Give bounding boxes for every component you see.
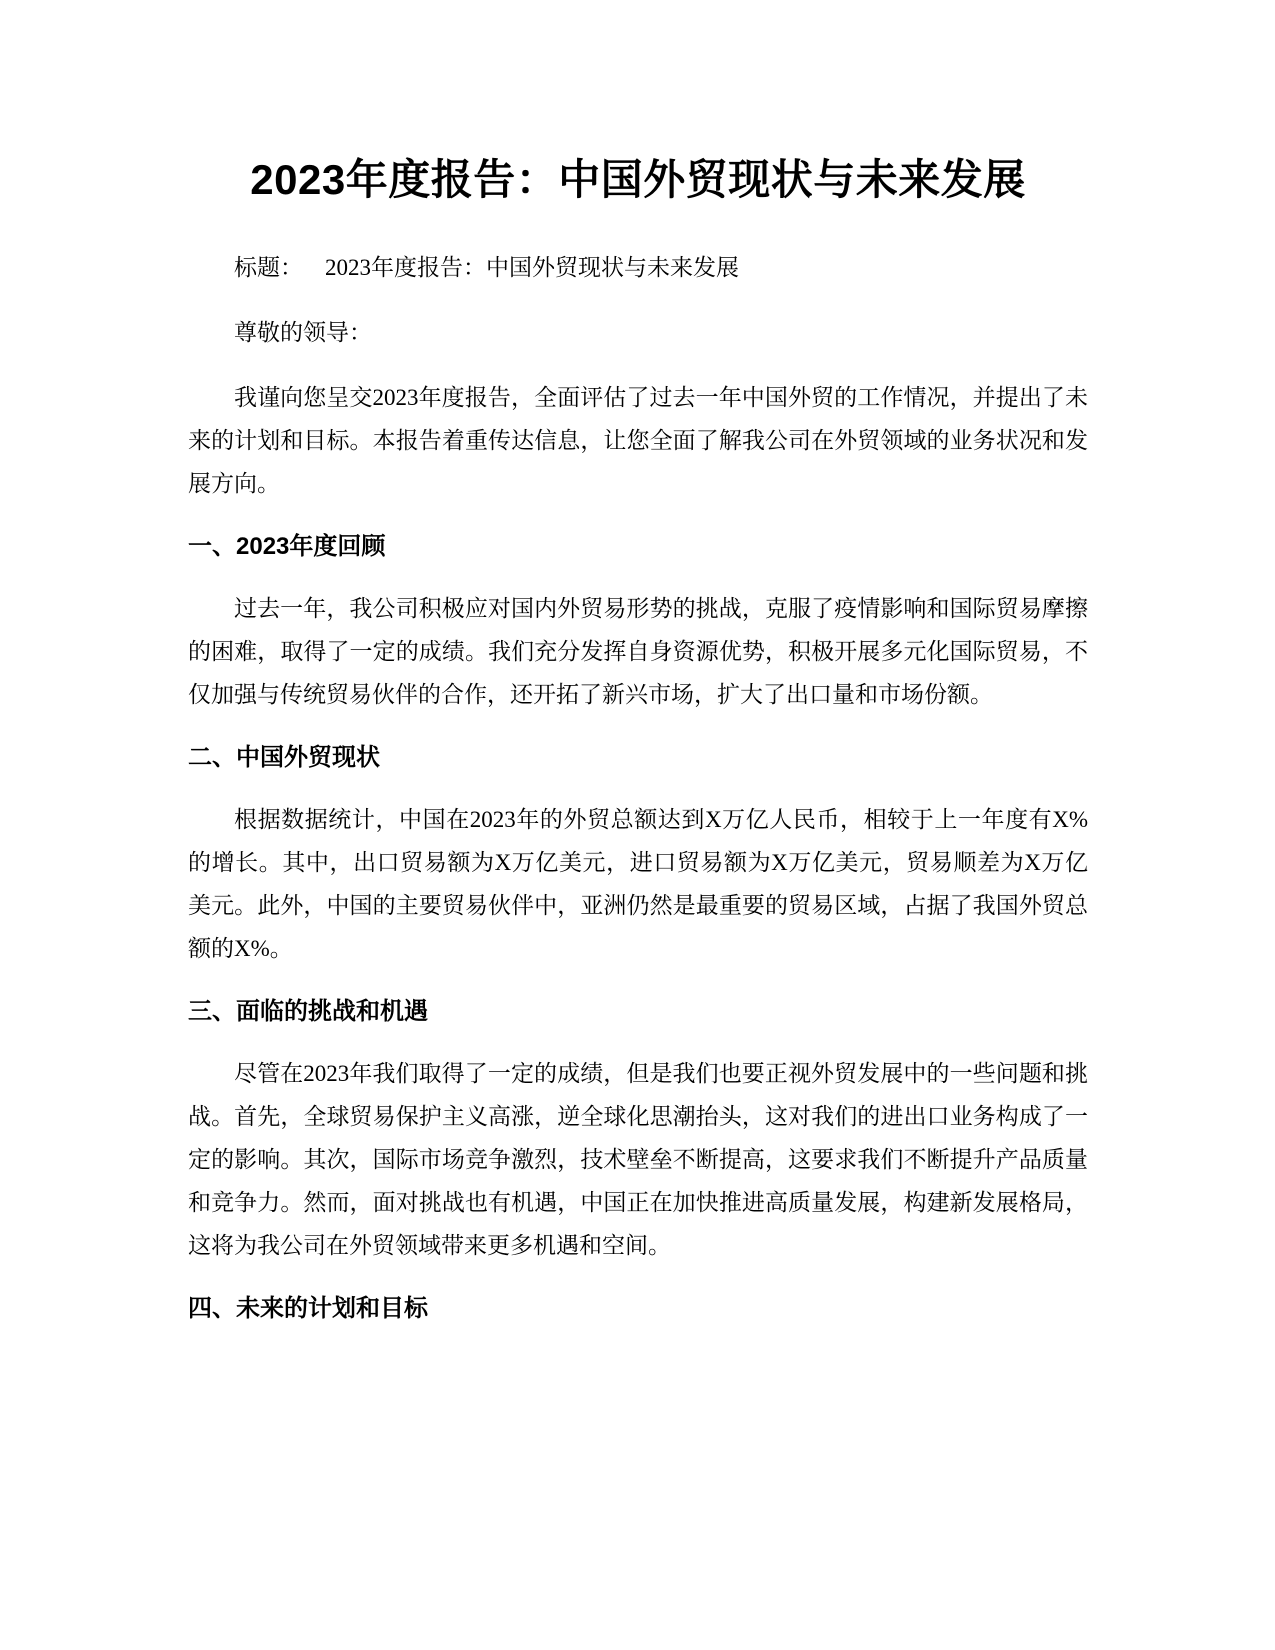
section-body-challenges: 尽管在2023年我们取得了一定的成绩，但是我们也要正视外贸发展中的一些问题和挑战。首先，全球贸易保护主义高涨，逆全球化思潮抬头，这对我们的进出口业务构成了一定的影响。其次，国际市场竞争激烈，技术壁垒不断提高，这要求我们不断提升产品质量和竞争力。然而，面对挑战也有机遇，中国正在加快推进高质量发展，构建新发展格局，这将为我公司在外贸领域带来更多机遇和空间。 [188, 1061, 1088, 1258]
section-heading-review: 一、2023年度回顾 [188, 533, 386, 560]
salutation: 尊敬的领导： [234, 320, 372, 345]
title-meta-value: 2023年度报告：中国外贸现状与未来发展 [325, 255, 739, 280]
section-body-status: 根据数据统计，中国在2023年的外贸总额达到X万亿人民币，相较于上一年度有X%的增长。其中，出口贸易额为X万亿美元，进口贸易额为X万亿美元，贸易顺差为X万亿美元。此外，中国的主要贸易伙伴中，亚洲仍然是最重要的贸易区域，占据了我国外贸总额的X%。 [188, 807, 1088, 961]
section-heading-plans: 四、未来的计划和目标 [188, 1295, 428, 1322]
intro-paragraph: 我谨向您呈交2023年度报告，全面评估了过去一年中国外贸的工作情况，并提出了未来的计划和目标。本报告着重传达信息，让您全面了解我公司在外贸领域的业务状况和发展方向。 [188, 385, 1088, 496]
section-heading-status: 二、中国外贸现状 [188, 744, 380, 771]
title-meta-line [188, 246, 1088, 289]
title-meta-label: 标题： [234, 255, 303, 280]
section-body-review: 过去一年，我公司积极应对国内外贸易形势的挑战，克服了疫情影响和国际贸易摩擦的困难，取得了一定的成绩。我们充分发挥自身资源优势，积极开展多元化国际贸易，不仅加强与传统贸易伙伴的合作，还开拓了新兴市场，扩大了出口量和市场份额。 [188, 596, 1088, 707]
section-heading-challenges: 三、面临的挑战和机遇 [188, 998, 428, 1025]
document-body [188, 150, 1088, 1349]
document-title: 2023年度报告：中国外贸现状与未来发展 [250, 156, 1026, 203]
